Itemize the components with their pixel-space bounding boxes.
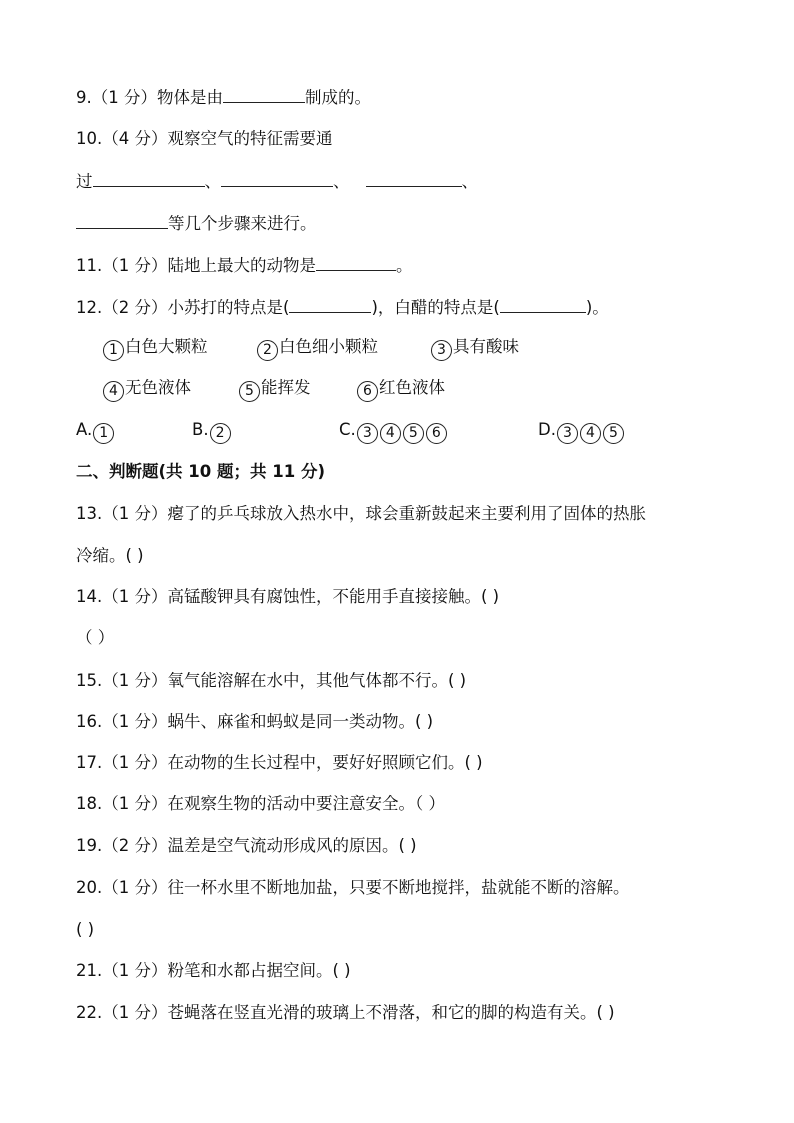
- question-text: 物体是由: [157, 88, 223, 107]
- circled-number: 4: [103, 381, 124, 402]
- choice-letter: B.: [192, 420, 209, 439]
- circled-number: 6: [426, 423, 447, 444]
- answer-blank[interactable]: [93, 170, 205, 187]
- circled-number: 3: [357, 423, 378, 444]
- choice-letter: D.: [538, 420, 556, 439]
- item-text: 白色大颗粒: [125, 337, 208, 356]
- question-number: 10.: [76, 129, 103, 148]
- question-score: （1 分）: [102, 794, 168, 813]
- circled-number: 1: [93, 423, 114, 444]
- question-19: [76, 835, 417, 857]
- circled-number: 5: [603, 423, 624, 444]
- item-6: [356, 377, 445, 402]
- question-text: )，白醋的特点是(: [371, 298, 500, 317]
- question-number: 19.: [76, 836, 103, 855]
- answer-blank[interactable]: [500, 296, 586, 313]
- question-number: 21.: [76, 961, 103, 980]
- circled-number: 3: [557, 423, 578, 444]
- question-score: （1 分）: [102, 753, 168, 772]
- answer-blank[interactable]: [76, 212, 168, 229]
- answer-blank[interactable]: [316, 254, 396, 271]
- question-score: （2 分）: [102, 836, 168, 855]
- question-text: 等几个步骤来进行。: [168, 214, 317, 233]
- question-text: 苍蝇落在竖直光滑的玻璃上不滑落，和它的脚的构造有关。( ): [167, 1003, 615, 1022]
- question-15: [76, 670, 466, 692]
- question-score: （1 分）: [102, 256, 168, 275]
- question-11: [76, 254, 413, 277]
- question-number: 17.: [76, 753, 103, 772]
- choice-b[interactable]: [192, 419, 232, 444]
- question-10-line-3: [76, 212, 317, 235]
- question-17: [76, 752, 483, 774]
- circled-number: 5: [239, 381, 260, 402]
- circled-number: 4: [380, 423, 401, 444]
- question-score: （4 分）: [102, 129, 168, 148]
- question-text: 观察空气的特征需要通: [167, 129, 333, 148]
- answer-blank[interactable]: [289, 296, 371, 313]
- question-16: [76, 711, 433, 733]
- question-12: [76, 296, 609, 319]
- question-text: 陆地上最大的动物是: [167, 256, 316, 275]
- question-number: 20.: [76, 878, 103, 897]
- question-text: 氧气能溶解在水中，其他气体都不行。( ): [167, 671, 467, 690]
- question-number: 16.: [76, 712, 103, 731]
- question-text: 在动物的生长过程中，要好好照顾它们。( ): [167, 753, 483, 772]
- choice-a[interactable]: [76, 419, 115, 444]
- question-score: （1 分）: [91, 88, 157, 107]
- question-18: [76, 793, 445, 815]
- item-2: [256, 336, 378, 361]
- item-text: 具有酸味: [453, 337, 519, 356]
- choice-d[interactable]: [538, 419, 625, 444]
- question-number: 12.: [76, 298, 103, 317]
- item-5: [238, 377, 311, 402]
- choice-c[interactable]: [339, 419, 448, 444]
- question-text: 温差是空气流动形成风的原因。( ): [167, 836, 417, 855]
- question-text: 瘪了的乒乓球放入热水中，球会重新鼓起来主要利用了固体的热胀: [167, 504, 646, 523]
- item-1: [102, 336, 208, 361]
- question-text: 。: [396, 256, 413, 275]
- item-3: [430, 336, 519, 361]
- question-score: （1 分）: [102, 587, 168, 606]
- circled-number: 3: [431, 340, 452, 361]
- separator: 、: [461, 172, 478, 191]
- question-22: [76, 1002, 615, 1024]
- question-13-line-2: 冷缩。( ): [76, 546, 144, 565]
- answer-blank[interactable]: [366, 170, 462, 187]
- question-text: )。: [585, 298, 609, 317]
- question-text: 制成的。: [305, 88, 371, 107]
- item-4: [102, 377, 191, 402]
- question-text: 过: [76, 172, 93, 191]
- choice-letter: A.: [76, 420, 93, 439]
- question-text: 蜗牛、麻雀和蚂蚁是同一类动物。( ): [167, 712, 434, 731]
- question-score: （2 分）: [102, 298, 168, 317]
- question-text: 高锰酸钾具有腐蚀性，不能用手直接接触。( ): [167, 587, 500, 606]
- question-21: [76, 960, 351, 982]
- question-14-line-2: （ ）: [76, 628, 115, 647]
- question-score: （1 分）: [102, 504, 168, 523]
- circled-number: 2: [210, 423, 231, 444]
- item-text: 无色液体: [125, 378, 191, 397]
- question-score: （1 分）: [102, 961, 168, 980]
- question-text: 小苏打的特点是(: [167, 298, 290, 317]
- item-text: 能挥发: [261, 378, 311, 397]
- question-20: [76, 877, 630, 899]
- question-14: [76, 586, 499, 608]
- item-text: 红色液体: [379, 378, 445, 397]
- circled-number: 1: [103, 340, 124, 361]
- question-number: 18.: [76, 794, 103, 813]
- section-title: 二、判断题(共 10 题；共 11 分): [76, 462, 325, 481]
- item-text: 白色细小颗粒: [279, 337, 378, 356]
- circled-number: 4: [580, 423, 601, 444]
- separator: 、: [333, 172, 350, 191]
- circled-number: 6: [357, 381, 378, 402]
- question-number: 14.: [76, 587, 103, 606]
- question-number: 11.: [76, 256, 103, 275]
- question-text: 粉笔和水都占据空间。( ): [167, 961, 351, 980]
- circled-number: 5: [403, 423, 424, 444]
- question-number: 15.: [76, 671, 103, 690]
- question-10: [76, 128, 333, 150]
- circled-number: 2: [257, 340, 278, 361]
- question-number: 13.: [76, 504, 103, 523]
- question-10-line-2: [76, 170, 478, 193]
- question-score: （1 分）: [102, 1003, 168, 1022]
- question-score: （1 分）: [102, 878, 168, 897]
- answer-blank[interactable]: [221, 170, 333, 187]
- answer-blank[interactable]: [223, 86, 305, 103]
- question-number: 22.: [76, 1003, 103, 1022]
- question-score: （1 分）: [102, 712, 168, 731]
- question-9: [76, 86, 371, 109]
- choice-letter: C.: [339, 420, 356, 439]
- question-score: （1 分）: [102, 671, 168, 690]
- question-number: 9.: [76, 88, 92, 107]
- question-text: 往一杯水里不断地加盐，只要不断地搅拌，盐就能不断的溶解。: [167, 878, 630, 897]
- question-text: 在观察生物的活动中要注意安全。（ ）: [167, 794, 445, 813]
- question-13: [76, 503, 646, 525]
- question-20-line-2: ( ): [76, 920, 95, 939]
- separator: 、: [204, 172, 221, 191]
